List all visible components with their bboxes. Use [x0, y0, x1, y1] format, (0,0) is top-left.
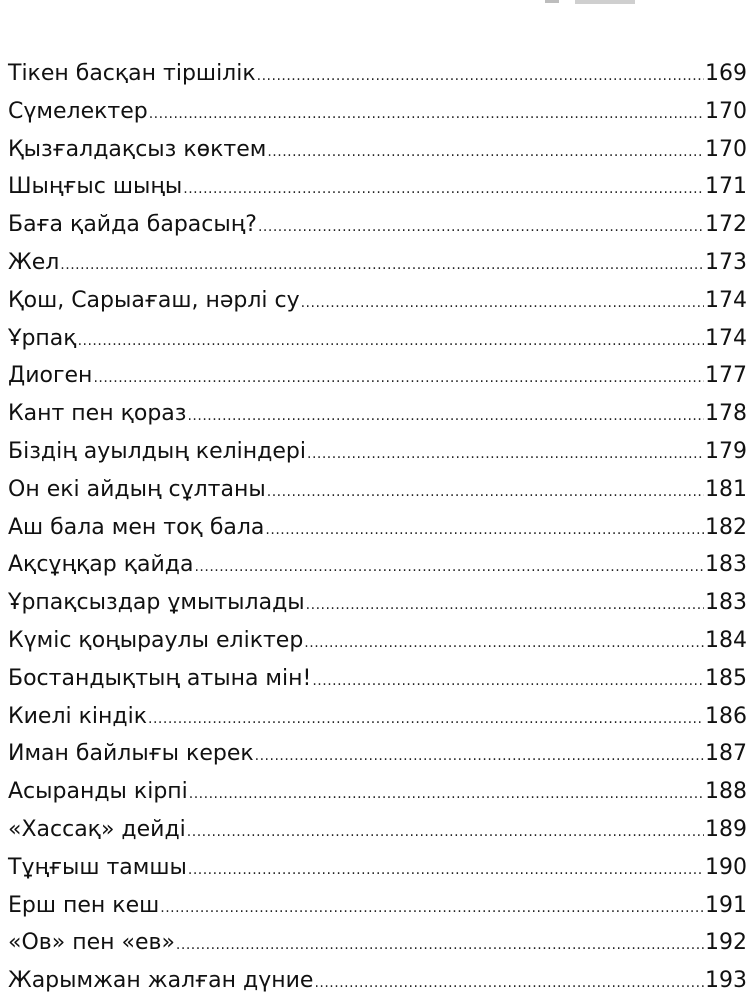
dot-leader	[160, 890, 704, 928]
toc-entry-page-number: 171	[705, 174, 747, 200]
toc-entry-title: Иман байлығы керек	[8, 741, 254, 767]
toc-entry-title: Тікен басқан тіршілік	[8, 61, 256, 86]
toc-entry	[8, 962, 747, 1000]
toc-entry	[8, 622, 747, 660]
dot-leader	[189, 776, 704, 814]
toc-entry-page-number: 174	[705, 325, 747, 351]
toc-entry-title: Баға қайда барасың?	[8, 212, 257, 238]
toc-entry	[8, 735, 747, 773]
toc-entry-page-number: 193	[705, 968, 747, 994]
toc-entry	[8, 660, 747, 698]
toc-entry-title: Жарымжан жалған дүние	[8, 968, 314, 994]
toc-entry-title: Шыңғыс шыңы	[8, 174, 183, 200]
toc-entry-page-number: 170	[705, 98, 747, 124]
toc-entry-title: Қызғалдақсыз көктем	[8, 136, 267, 162]
dot-leader	[183, 171, 704, 209]
toc-entry	[8, 849, 747, 887]
toc-entry-title: Кант пен қораз	[8, 401, 187, 427]
toc-entry-page-number: 181	[705, 476, 747, 502]
toc-entry-page-number: 188	[705, 779, 747, 805]
dot-leader	[306, 587, 704, 625]
dot-leader	[307, 436, 704, 474]
toc-entry	[8, 924, 747, 962]
dot-leader	[93, 360, 704, 398]
toc-entry-title: Сүмелектер	[8, 98, 148, 124]
toc-entry-title: Аш бала мен тоқ бала	[8, 514, 265, 540]
toc-entry	[8, 282, 747, 320]
dot-leader	[194, 549, 704, 587]
dot-leader	[149, 96, 704, 134]
toc-entry	[8, 206, 747, 244]
toc-entry-title: Біздің ауылдың келіндері	[8, 438, 306, 464]
toc-entry-title: Ұрпақ	[8, 325, 77, 351]
dot-leader	[176, 927, 704, 965]
toc-entry	[8, 244, 747, 282]
top-edge-mark	[545, 0, 559, 3]
toc-entry-page-number: 183	[705, 590, 747, 616]
toc-entry-page-number: 173	[705, 249, 747, 275]
toc-entry	[8, 698, 747, 736]
dot-leader	[258, 209, 704, 247]
toc-entry	[8, 93, 747, 131]
toc-entry-page-number: 184	[705, 627, 747, 653]
toc-entry-title: Тұңғыш тамшы	[8, 854, 187, 880]
toc-entry	[8, 131, 747, 169]
toc-entry-page-number: 191	[705, 892, 747, 918]
toc-entry-title: Диоген	[8, 363, 93, 389]
toc-entry-title: Қош, Сарыағаш, нәрлі су	[8, 287, 300, 313]
dot-leader	[188, 852, 704, 890]
toc-entry	[8, 509, 747, 547]
toc-entry	[8, 546, 747, 584]
dot-leader	[267, 474, 704, 512]
toc-entry-title: Киелі кіндік	[8, 703, 148, 729]
toc-entry-title: Ақсұңқар қайда	[8, 552, 194, 578]
toc-entry	[8, 55, 747, 93]
toc-entry-page-number: 190	[705, 854, 747, 880]
toc-entry-page-number: 186	[705, 703, 747, 729]
toc-entry-page-number: 179	[705, 438, 747, 464]
toc-entry-page-number: 172	[705, 212, 747, 238]
toc-entry-page-number: 177	[705, 363, 747, 389]
toc-entry-page-number: 174	[705, 287, 747, 313]
dot-leader	[314, 965, 704, 1003]
table-of-contents	[8, 55, 747, 1000]
toc-entry	[8, 395, 747, 433]
toc-entry-title: Бостандықтың атына мін!	[8, 665, 312, 691]
toc-entry-title: Асыранды кірпі	[8, 779, 188, 805]
toc-entry-page-number: 178	[705, 401, 747, 427]
toc-entry-title: Ұрпақсыздар ұмытылады	[8, 590, 305, 616]
toc-entry-page-number: 187	[705, 741, 747, 767]
dot-leader	[78, 323, 704, 361]
toc-entry-page-number: 182	[705, 514, 747, 540]
top-edge-mark	[575, 0, 635, 4]
toc-entry-page-number: 183	[705, 552, 747, 578]
dot-leader	[187, 814, 704, 852]
toc-entry	[8, 168, 747, 206]
dot-leader	[304, 625, 704, 663]
toc-entry	[8, 584, 747, 622]
toc-entry	[8, 887, 747, 925]
toc-entry	[8, 357, 747, 395]
toc-entry-page-number: 170	[705, 136, 747, 162]
toc-entry	[8, 320, 747, 358]
toc-entry-title: Он екі айдың сұлтаны	[8, 476, 266, 502]
toc-entry	[8, 471, 747, 509]
toc-entry-page-number: 189	[705, 816, 747, 842]
toc-entry-page-number: 169	[705, 61, 747, 86]
page-top-fragment	[545, 0, 665, 8]
toc-entry-title: «Ов» пен «ев»	[8, 930, 175, 956]
dot-leader	[148, 701, 704, 739]
toc-entry	[8, 773, 747, 811]
toc-entry-title: Ерш пен кеш	[8, 892, 160, 918]
toc-entry-title: «Хассақ» дейді	[8, 816, 186, 842]
dot-leader	[267, 134, 704, 172]
dot-leader	[257, 58, 704, 96]
dot-leader	[301, 285, 704, 323]
dot-leader	[312, 663, 704, 701]
dot-leader	[265, 512, 704, 550]
toc-entry-title: Жел	[8, 249, 60, 275]
dot-leader	[187, 398, 704, 436]
dot-leader	[255, 738, 704, 776]
toc-entry-title: Күміс қоңыраулы еліктер	[8, 627, 304, 653]
toc-entry-page-number: 185	[705, 665, 747, 691]
toc-entry	[8, 811, 747, 849]
toc-entry	[8, 433, 747, 471]
dot-leader	[60, 247, 704, 285]
toc-entry-page-number: 192	[705, 930, 747, 956]
